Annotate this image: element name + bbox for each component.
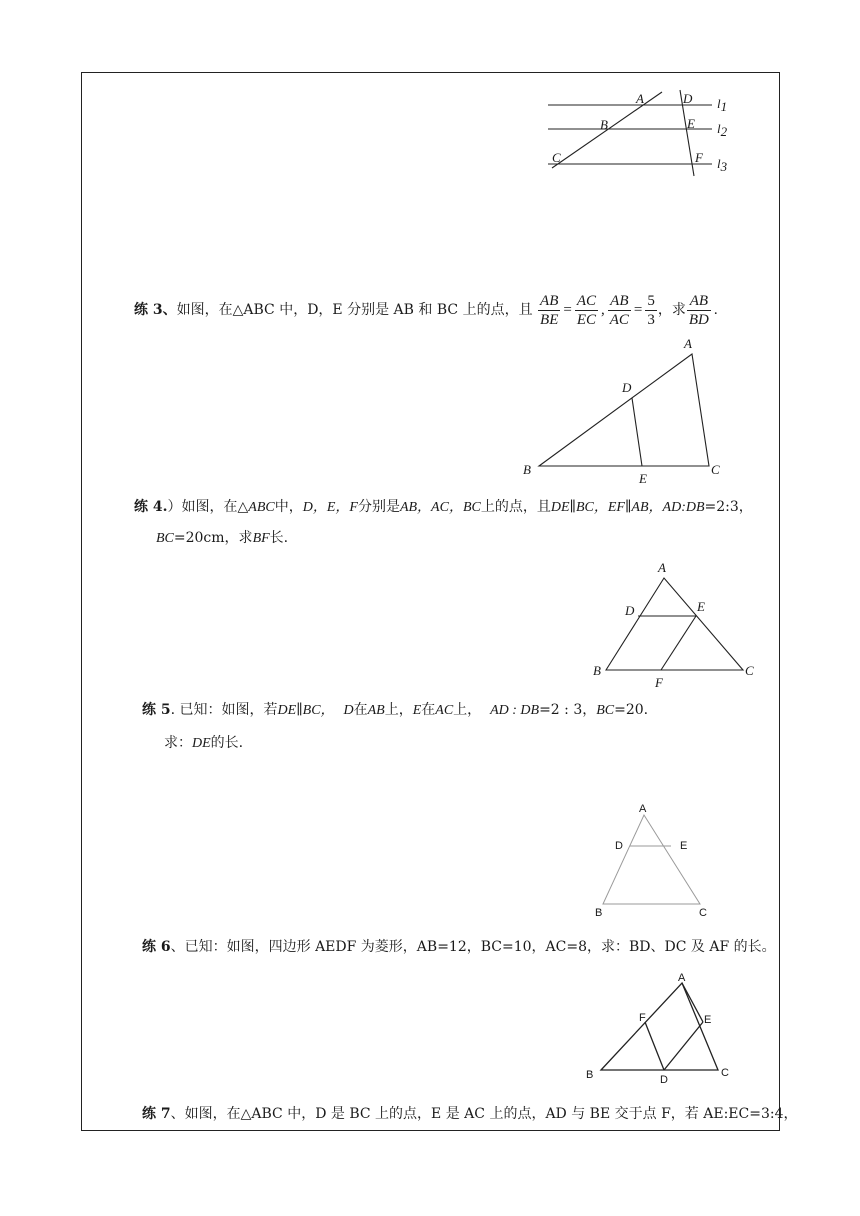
label-E: E — [687, 116, 695, 131]
exercise-number: 练 4. — [134, 499, 168, 515]
rhombus-triangle-figure-ex6 — [582, 968, 742, 1088]
label-A: A — [639, 803, 647, 815]
label-D: D — [615, 840, 623, 852]
label-F: F — [655, 675, 663, 690]
fraction-ab-ac: $\frac{AB}{AC}$ — [609, 292, 629, 328]
exercise-4-line-2: BC=20cm，求BF长. — [156, 530, 289, 546]
exercise-4: 练 4.）如图，在△ABC中，D，E，F分别是AB，AC，BC上的点，且DE∥BC，EF∥AB，AD:DB=2:3， — [134, 499, 753, 515]
triangle-figure-ex5 — [585, 800, 725, 922]
exercise-3: 练 3、如图，在△ABC 中，D，E 分别是 AB 和 BC 上的点，且 $\frac{AB}{BE}$ = $\frac{AC}{EC}$ , $\frac{AB}{AC}$ = $\frac{5}{3}$ ，求 $\frac{AB}{BD}$ . — [134, 292, 718, 328]
exercise-5: 练 5. 已知：如图，若DE∥BC， D在AB上，E在AC上， AD : DB=2 : 3，BC=20. — [142, 702, 649, 718]
exercise-number: 练 6 — [142, 939, 171, 955]
label-C: C — [721, 1067, 729, 1079]
exercise-5-line-2: 求：DE的长. — [164, 735, 244, 751]
label-l2: l2 — [717, 121, 728, 139]
label-D: D — [622, 380, 632, 395]
label-E: E — [639, 471, 647, 486]
label-l3: l3 — [717, 156, 728, 174]
label-B: B — [595, 907, 603, 919]
label-C: C — [745, 663, 754, 678]
triangle-figure-ex3 — [515, 336, 730, 491]
label-B: B — [600, 117, 608, 132]
fraction-5-3: $\frac{5}{3}$ — [647, 292, 655, 328]
label-A: A — [678, 972, 686, 984]
exercise-number: 练 5 — [142, 702, 171, 718]
label-C: C — [552, 150, 561, 165]
exercise-7: 练 7、如图，在△ABC 中，D 是 BC 上的点，E 是 AC 上的点，AD 与 BE 交于点 F，若 AE:EC=3:4， — [142, 1106, 798, 1122]
label-F: F — [695, 150, 703, 165]
label-A: A — [684, 336, 692, 351]
label-F: F — [639, 1012, 646, 1024]
label-D: D — [625, 603, 635, 618]
parallel-lines-figure — [540, 88, 740, 180]
fraction-ac-ec: $\frac{AC}{EC}$ — [576, 292, 596, 328]
fraction-ab-bd: $\frac{AB}{BD}$ — [688, 292, 709, 328]
label-A: A — [636, 91, 644, 106]
label-A: A — [658, 560, 666, 575]
label-E: E — [680, 840, 688, 852]
label-D: D — [660, 1074, 668, 1086]
label-E: E — [704, 1014, 712, 1026]
label-B: B — [593, 663, 601, 678]
fraction-ab-be: $\frac{AB}{BE}$ — [540, 292, 559, 328]
triangle-figure-ex4 — [585, 558, 765, 690]
label-D: D — [683, 91, 693, 106]
label-B: B — [523, 462, 531, 477]
label-C: C — [699, 907, 707, 919]
exercise-number: 练 7 — [142, 1106, 171, 1122]
label-E: E — [697, 599, 705, 614]
label-l1: l1 — [717, 96, 728, 114]
exercise-number: 练 3 — [134, 302, 163, 318]
label-C: C — [711, 462, 720, 477]
label-B: B — [586, 1069, 594, 1081]
exercise-6: 练 6、已知：如图，四边形 AEDF 为菱形，AB=12，BC=10，AC=8，求：BD、DC 及 AF 的长。 — [142, 939, 776, 955]
